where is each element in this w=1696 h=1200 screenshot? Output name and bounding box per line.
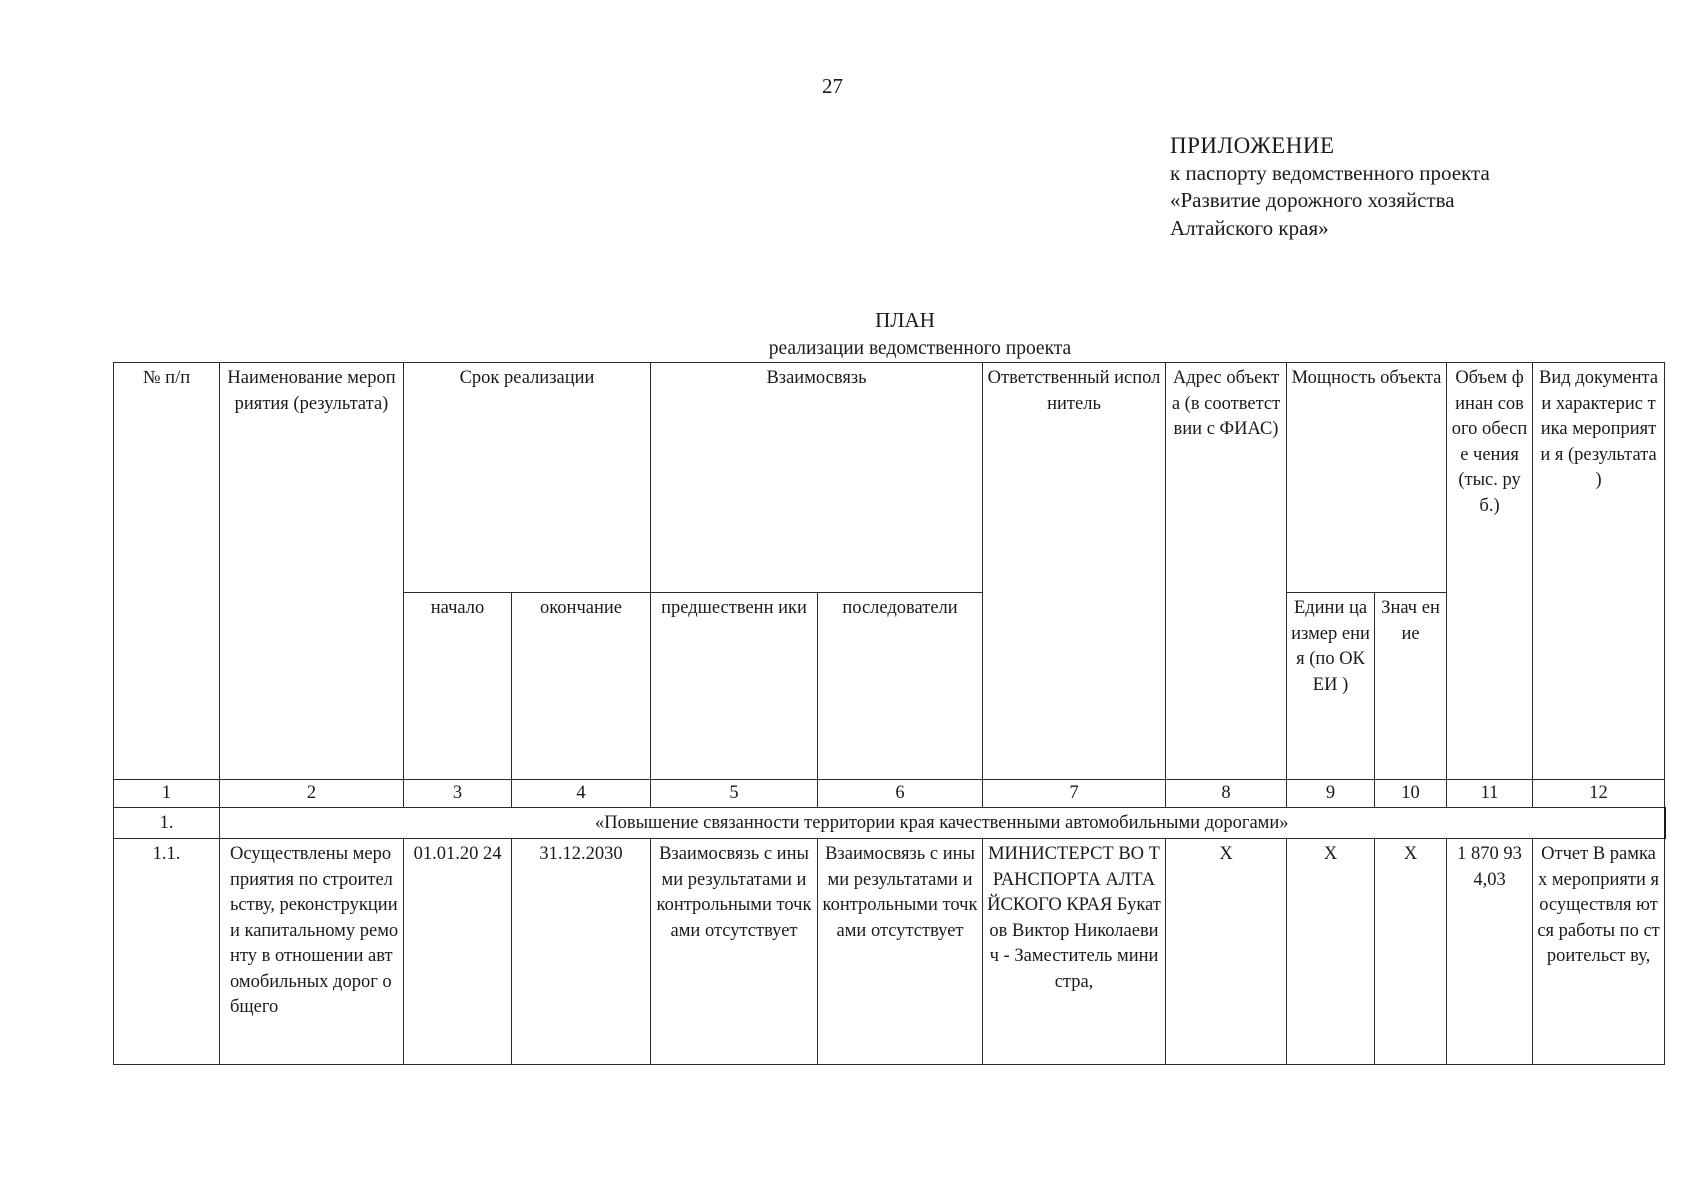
subheader-predecessors: предшественн ики xyxy=(651,593,818,780)
subheader-unit: Едини ца измер ения (по ОКЕИ ) xyxy=(1287,593,1375,780)
header-term: Срок реализации xyxy=(404,363,651,593)
column-number: 12 xyxy=(1533,780,1665,808)
row-address: Х xyxy=(1166,839,1287,1065)
row-end: 31.12.2030 xyxy=(512,839,651,1065)
header-address: Адрес объекта (в соответст вии с ФИАС) xyxy=(1166,363,1287,593)
table-row xyxy=(114,839,1665,1065)
header-funding: Объем финан сового обеспе чения (тыс. руб.) xyxy=(1447,363,1533,593)
section-row xyxy=(114,808,1665,839)
header-doctype: Вид документа и характерис тика мероприяти я (результата ) xyxy=(1533,363,1665,593)
row-responsible: МИНИСТЕРСТ ВО ТРАНСПОРТА АЛТАЙСКОГО КРАЯ Букатов Виктор Николаевич - Заместитель министра, xyxy=(983,839,1166,1065)
plan-table xyxy=(113,362,1666,1065)
plan-title: ПЛАН xyxy=(875,308,935,332)
row-unit: Х xyxy=(1287,839,1375,1065)
subheader-value: Знач ение xyxy=(1375,593,1447,780)
column-number: 5 xyxy=(651,780,818,808)
subheader-empty-responsible xyxy=(983,593,1166,780)
row-name: Осуществлены мероприятия по строительству, реконструкции и капитальному ремонту в отношении автомобильных дорог общего xyxy=(220,839,404,1065)
column-number: 6 xyxy=(818,780,983,808)
row-doctype: Отчет В рамках мероприяти я осуществля ются работы по строительст ву, xyxy=(1533,839,1665,1065)
row-value: Х xyxy=(1375,839,1447,1065)
subheader-successors: последователи xyxy=(818,593,983,780)
appendix-line-1: к паспорту ведомственного проекта xyxy=(1170,160,1490,185)
column-number: 4 xyxy=(512,780,651,808)
subheader-empty-doctype xyxy=(1533,593,1665,780)
column-number: 10 xyxy=(1375,780,1447,808)
header-capacity: Мощность объекта xyxy=(1287,363,1447,593)
section-number: 1. xyxy=(114,808,220,839)
header-row xyxy=(114,363,1665,593)
header-name: Наименование мероприятия (результата) xyxy=(220,363,404,780)
column-number: 3 xyxy=(404,780,512,808)
page-number: 27 xyxy=(822,74,843,98)
header-relation: Взаимосвязь xyxy=(651,363,983,593)
subheader-empty-funding xyxy=(1447,593,1533,780)
column-number: 8 xyxy=(1166,780,1287,808)
section-title: «Повышение связанности территории края качественными автомобильными дорогами» xyxy=(220,808,1665,839)
appendix-heading: ПРИЛОЖЕНИЕ xyxy=(1170,133,1335,158)
appendix-line-2: «Развитие дорожного хозяйства xyxy=(1170,188,1455,212)
column-number: 9 xyxy=(1287,780,1375,808)
column-number: 1 xyxy=(114,780,220,808)
appendix-block xyxy=(1170,132,1490,242)
row-start: 01.01.20 24 xyxy=(404,839,512,1065)
subheader-end: окончание xyxy=(512,593,651,780)
subheader-empty-address xyxy=(1166,593,1287,780)
row-num: 1.1. xyxy=(114,839,220,1065)
header-responsible: Ответственный исполнитель xyxy=(983,363,1166,593)
column-number: 2 xyxy=(220,780,404,808)
row-predecessors: Взаимосвязь с иными результатами и контрольными точками отсутствует xyxy=(651,839,818,1065)
column-number-row xyxy=(114,780,1665,808)
row-successors: Взаимосвязь с иными результатами и контрольными точками отсутствует xyxy=(818,839,983,1065)
subheader-start: начало xyxy=(404,593,512,780)
row-funding: 1 870 934,03 xyxy=(1447,839,1533,1065)
header-num: № п/п xyxy=(114,363,220,780)
plan-subtitle: реализации ведомственного проекта xyxy=(768,338,1072,359)
column-number: 7 xyxy=(983,780,1166,808)
appendix-line-3: Алтайского края» xyxy=(1170,215,1329,240)
column-number: 11 xyxy=(1447,780,1533,808)
